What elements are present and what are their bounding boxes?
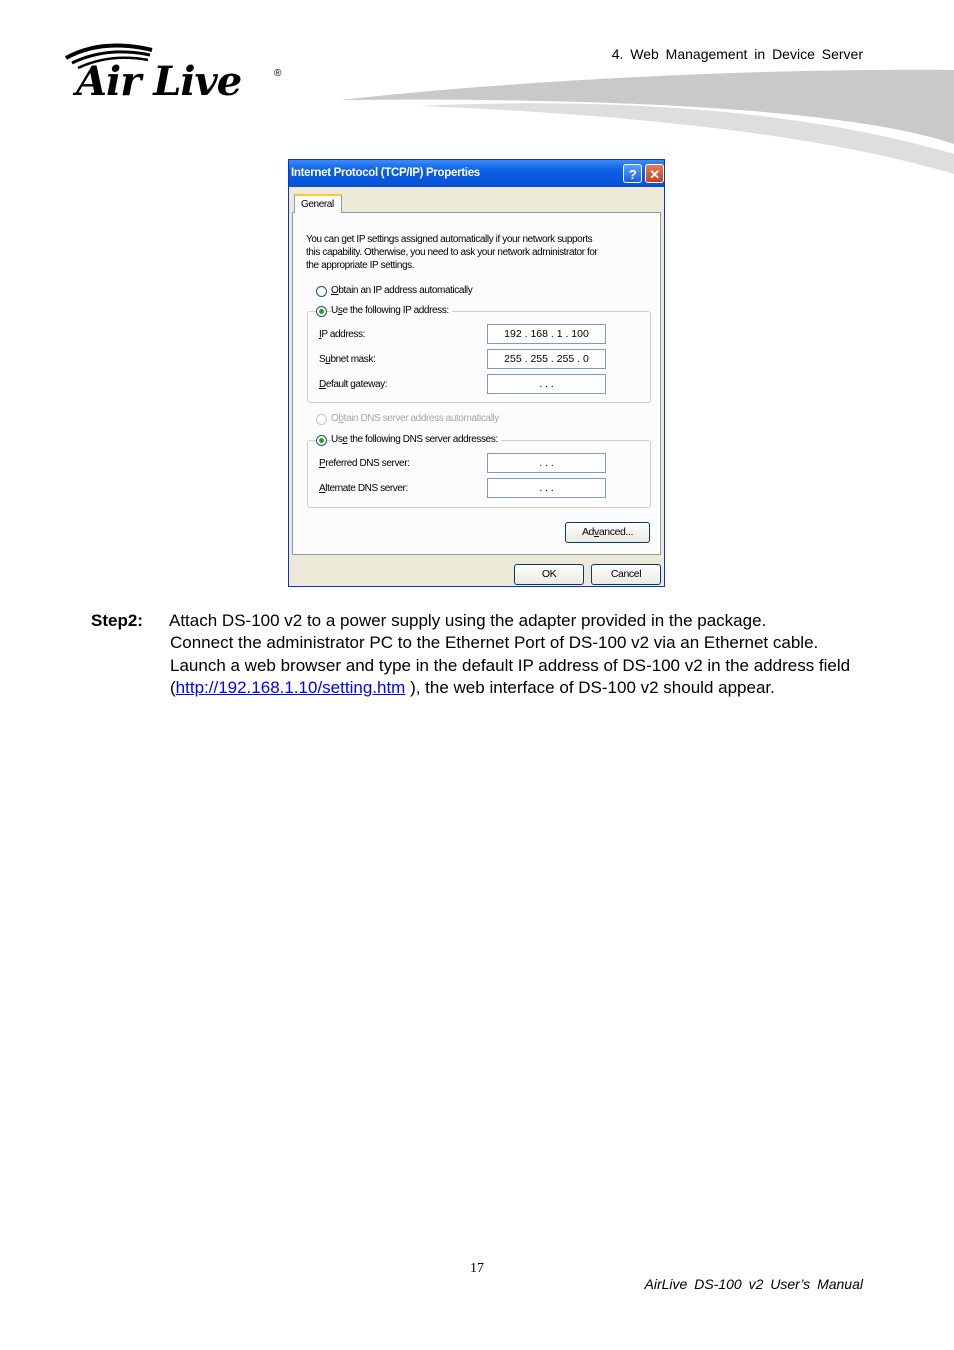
label-use-ip: Use the following IP address:: [331, 305, 452, 316]
label-preferred-dns: Preferred DNS server:: [319, 458, 410, 469]
general-panel: [292, 212, 661, 555]
label-default-gateway: Default gateway:: [319, 379, 388, 390]
alternate-dns-input[interactable]: . . .: [487, 478, 606, 498]
tab-general-label: General: [301, 199, 334, 210]
label-obtain-ip: Obtain an IP address automatically: [331, 285, 473, 296]
step-text-after-link: ), the web interface of DS-100 v2 should appear.: [405, 677, 775, 697]
logo-text: Air Live: [76, 58, 242, 105]
step-label: Step2:: [91, 611, 143, 630]
radio-use-ip[interactable]: [316, 306, 327, 317]
label-alternate-dns: Alternate DNS server:: [319, 483, 408, 494]
label-ip-address: IP address:: [319, 329, 366, 340]
preferred-dns-input[interactable]: . . .: [487, 453, 606, 473]
tab-general[interactable]: [294, 194, 342, 213]
subnet-mask-input[interactable]: 255 . 255 . 255 . 0: [487, 349, 606, 369]
manual-title: AirLive DS-100 v2 User’s Manual: [644, 1276, 863, 1292]
label-obtain-dns: Obtain DNS server address automatically: [331, 413, 499, 424]
registered-mark: ®: [274, 68, 282, 79]
radio-use-dns[interactable]: [316, 435, 327, 446]
intro-text-line1: You can get IP settings assigned automatically if your network supports: [306, 234, 593, 245]
help-button[interactable]: [623, 164, 642, 183]
ip-address-input[interactable]: 192 . 168 . 1 . 100: [487, 324, 606, 344]
dialog-title: Internet Protocol (TCP/IP) Properties: [291, 167, 480, 179]
radio-obtain-ip[interactable]: [316, 286, 327, 297]
step-body: [170, 632, 870, 699]
close-icon: ✕: [649, 167, 660, 182]
advanced-button[interactable]: Advanced...: [565, 522, 650, 543]
step-line1: Attach DS-100 v2 to a power supply using the adapter provided in the package.: [169, 611, 767, 630]
step-text-before-link: Connect the administrator PC to the Ethernet Port of DS-100 v2 via an Ethernet cable. Launch a web browser and type in the default IP address of DS-100 v2 in the address field (: [170, 633, 851, 697]
radio-obtain-dns[interactable]: [316, 414, 327, 425]
ok-button[interactable]: OK: [514, 564, 584, 585]
setting-link[interactable]: http://192.168.1.10/setting.htm: [175, 677, 406, 697]
intro-text-line3: the appropriate IP settings.: [306, 260, 415, 271]
default-gateway-input[interactable]: . . .: [487, 374, 606, 394]
intro-text-line2: this capability. Otherwise, you need to ask your network administrator for: [306, 247, 598, 258]
help-icon: ?: [628, 167, 637, 182]
page-number: 17: [470, 1261, 484, 1276]
label-use-dns: Use the following DNS server addresses:: [331, 434, 501, 445]
close-button[interactable]: [645, 164, 664, 183]
section-title: 4. Web Management in Device Server: [611, 46, 863, 62]
airlive-logo: [62, 40, 292, 110]
tcpip-properties-dialog: [288, 159, 665, 587]
label-subnet-mask: Subnet mask:: [319, 354, 376, 365]
dialog-titlebar: [289, 160, 664, 187]
cancel-button[interactable]: Cancel: [591, 564, 661, 585]
